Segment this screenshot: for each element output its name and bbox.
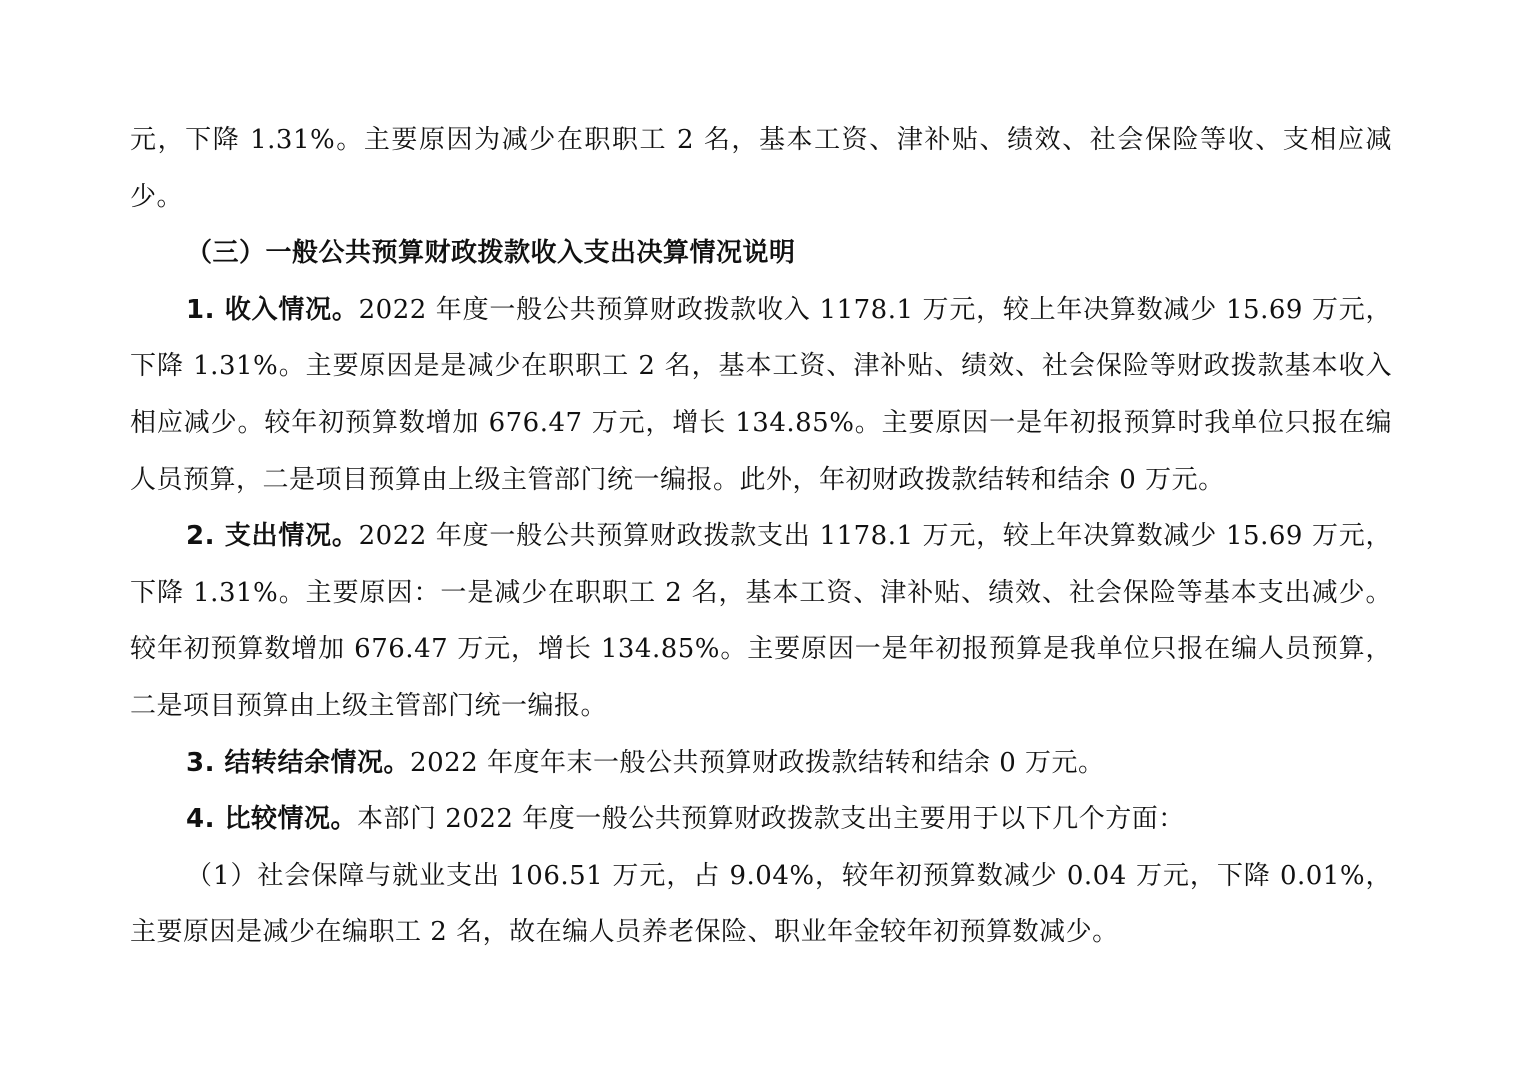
document-body [130, 112, 1392, 961]
comparison-text: 本部门 2022 年度一般公共预算财政拨款支出主要用于以下几个方面： [357, 804, 1185, 835]
carryover-paragraph [130, 735, 1392, 792]
social-security-paragraph: （1）社会保障与就业支出 106.51 万元，占 9.04%，较年初预算数减少 0.04 万元，下降 0.01%，主要原因是减少在编职工 2 名，故在编人员养老保险、职业年金较年初预算数减少。 [130, 860, 1392, 948]
expenditure-paragraph [130, 508, 1392, 734]
expenditure-lead: 2. 支出情况。 [186, 521, 359, 552]
section-heading: （三）一般公共预算财政拨款收入支出决算情况说明 [186, 238, 796, 269]
carryover-text: 2022 年度年末一般公共预算财政拨款结转和结余 0 万元。 [410, 747, 1105, 778]
expenditure-text: 2022 年度一般公共预算财政拨款支出 1178.1 万元，较上年决算数减少 15.69 万元，下降 1.31%。主要原因：一是减少在职职工 2 名，基本工资、津补贴、绩效、社会保险等基本支出减少。较年初预算数增加 676.47 万元，增长 134.85%。主要原因一是年初报预算是我单位只报在编人员预算，二是项目预算由上级主管部门统一编报。 [130, 521, 1392, 721]
income-paragraph [130, 282, 1392, 508]
carryover-lead: 3. 结转结余情况。 [186, 747, 411, 778]
income-lead: 1. 收入情况。 [186, 294, 359, 325]
comparison-paragraph [130, 791, 1392, 848]
continuation-paragraph: 元，下降 1.31%。主要原因为减少在职职工 2 名，基本工资、津补贴、绩效、社会保险等收、支相应减少。 [130, 125, 1392, 212]
comparison-lead: 4. 比较情况。 [186, 804, 358, 835]
income-text: 2022 年度一般公共预算财政拨款收入 1178.1 万元，较上年决算数减少 15.69 万元，下降 1.31%。主要原因是是减少在职职工 2 名，基本工资、津补贴、绩效、社会保险等财政拨款基本收入相应减少。较年初预算数增加 676.47 万元，增长 134.85%。主要原因一是年初报预算时我单位只报在编人员预算，二是项目预算由上级主管部门统一编报。此外，年初财政拨款结转和结余 0 万元。 [130, 294, 1392, 495]
